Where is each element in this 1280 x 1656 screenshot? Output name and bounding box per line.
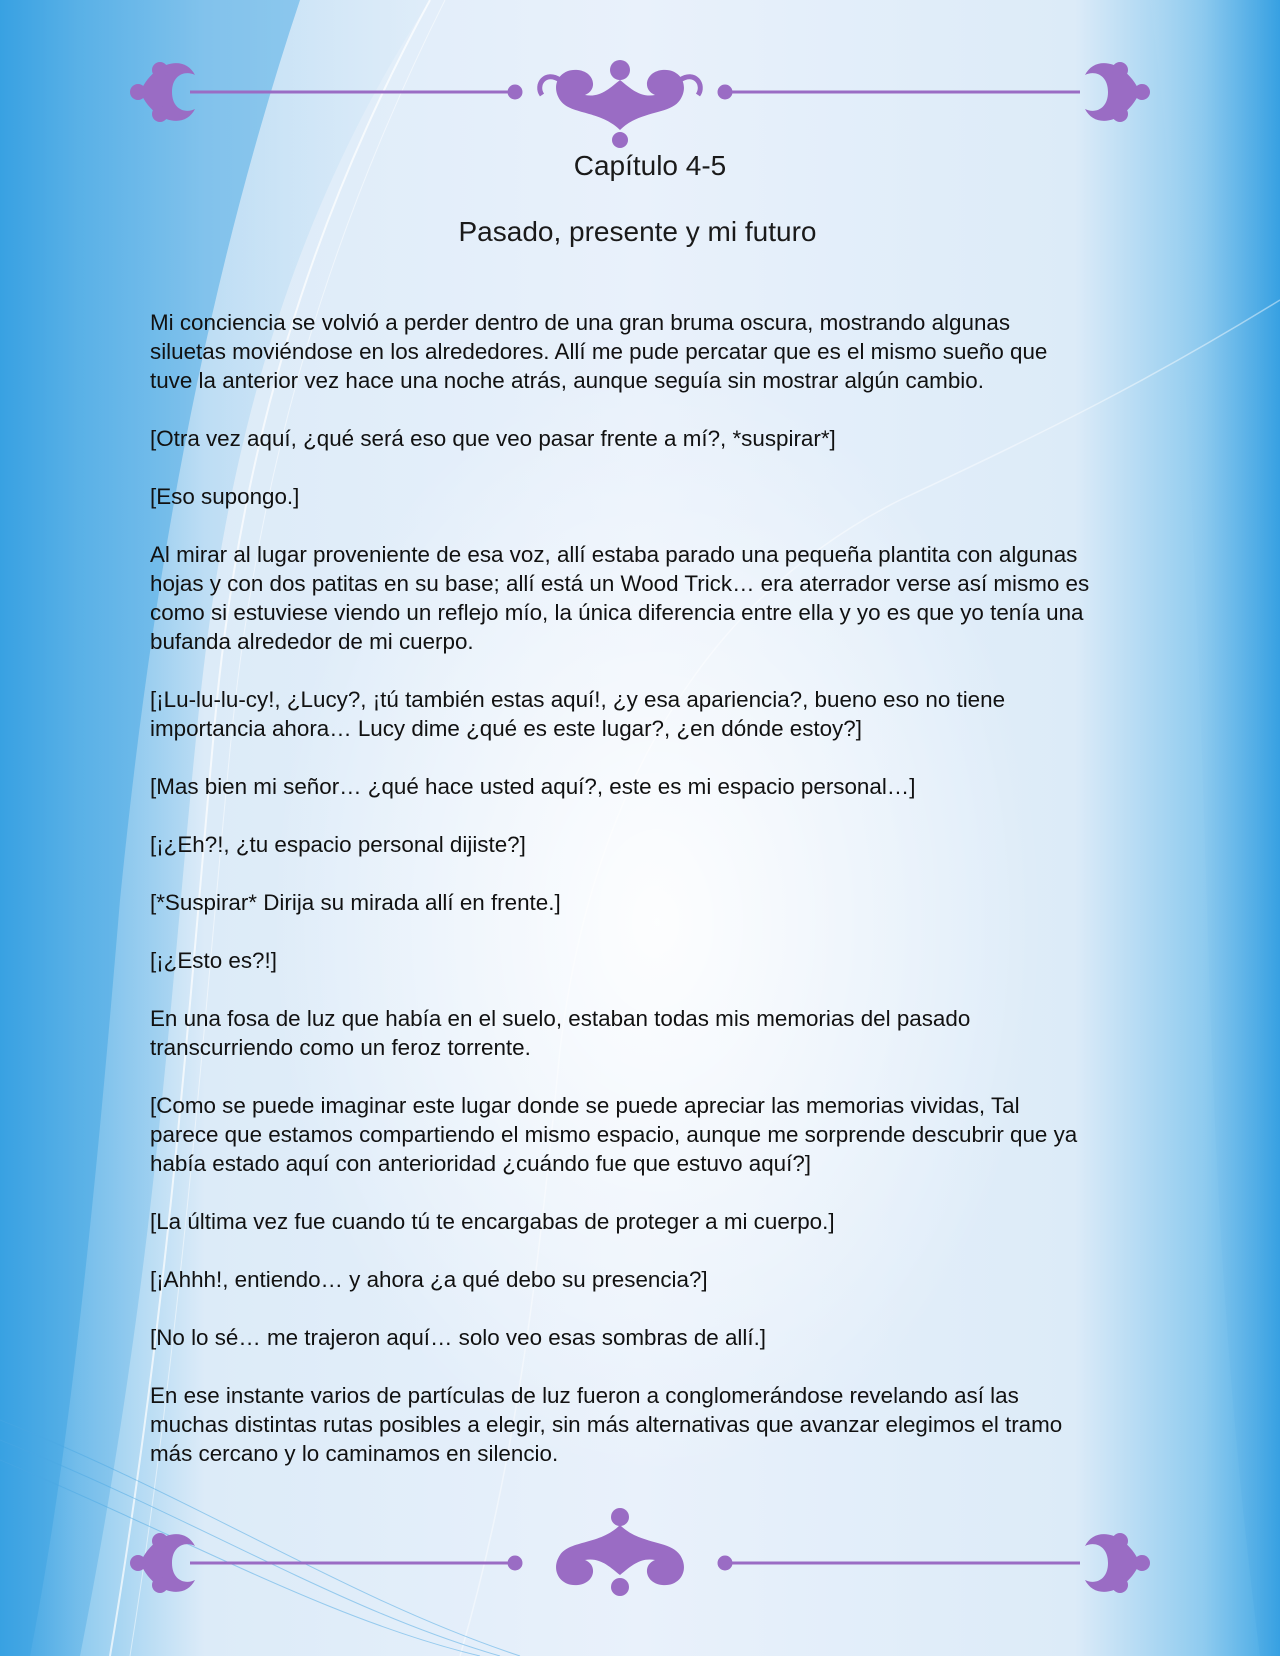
top-flourish-ornament	[130, 40, 1150, 150]
chapter-body	[150, 308, 1090, 1497]
chapter-title: Pasado, presente y mi futuro	[458, 216, 817, 247]
paragraph: [Eso supongo.]	[150, 484, 300, 509]
paragraph: [Mas bien mi señor… ¿qué hace usted aquí?, este es mi espacio personal…]	[150, 774, 916, 799]
paragraph: Al mirar al lugar proveniente de esa voz, allí estaba parado una pequeña plantita con algunas hojas y con dos patitas en su base; allí está un Wood Trick… era aterrador verse así mismo es como si estuviese viendo un reflejo mío, la única diferencia entre ella y yo es que yo tenía una bufanda alrededor de mi cuerpo.	[150, 542, 1090, 654]
paragraph: En ese instante varios de partículas de luz fueron a conglomerándose revelando así las muchas distintas rutas posibles a elegir, sin más alternativas que avanzar elegimos el tramo más cercano y lo caminamos en silencio.	[150, 1383, 1063, 1466]
paragraph: [La última vez fue cuando tú te encargabas de proteger a mi cuerpo.]	[150, 1209, 835, 1234]
bottom-flourish-ornament	[130, 1505, 1150, 1615]
paragraph: [No lo sé… me trajeron aquí… solo veo esas sombras de allí.]	[150, 1325, 767, 1350]
paragraph: [*Suspirar* Dirija su mirada allí en frente.]	[150, 890, 561, 915]
paragraph: En una fosa de luz que había en el suelo, estaban todas mis memorias del pasado transcurriendo como un feroz torrente.	[150, 1006, 971, 1060]
paragraph: [¡¿Esto es?!]	[150, 948, 277, 973]
paragraph: Mi conciencia se volvió a perder dentro de una gran bruma oscura, mostrando algunas siluetas moviéndose en los alrededores. Allí me pude percatar que es el mismo sueño que tuve la anterior vez hace una noche atrás, aunque seguía sin mostrar algún cambio.	[150, 310, 1048, 393]
paragraph: [¡Lu-lu-lu-cy!, ¿Lucy?, ¡tú también estas aquí!, ¿y esa apariencia?, bueno eso no tiene importancia ahora… Lucy dime ¿qué es este lugar?, ¿en dónde estoy?]	[150, 687, 1006, 741]
chapter-number: Capítulo 4-5	[573, 150, 727, 181]
paragraph: [¡¿Eh?!, ¿tu espacio personal dijiste?]	[150, 832, 526, 857]
paragraph: [Otra vez aquí, ¿qué será eso que veo pasar frente a mí?, *suspirar*]	[150, 426, 836, 451]
paragraph: [¡Ahhh!, entiendo… y ahora ¿a qué debo su presencia?]	[150, 1267, 708, 1292]
paragraph: [Como se puede imaginar este lugar donde se puede apreciar las memorias vividas, Tal parece que estamos compartiendo el mismo espacio, aunque me sorprende descubrir que ya había estado aquí con anterioridad ¿cuándo fue que estuvo aquí?]	[150, 1093, 1078, 1176]
